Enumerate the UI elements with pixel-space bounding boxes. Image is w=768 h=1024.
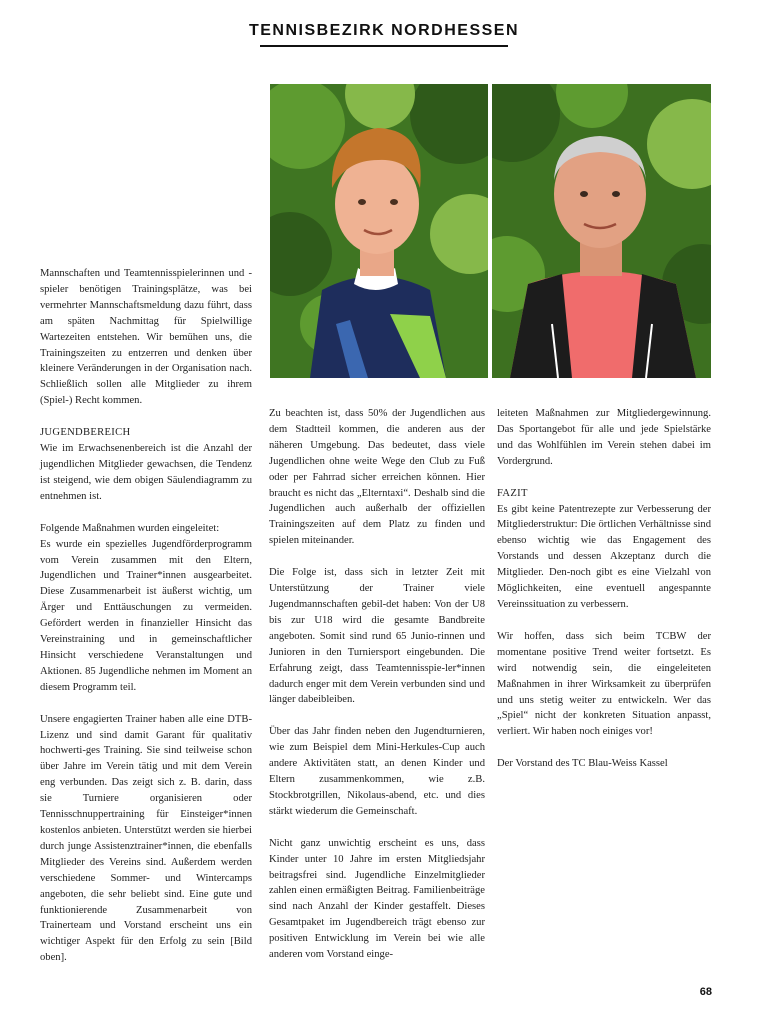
- paragraph-measures: [40, 521, 252, 696]
- heading-jugendbereich: JUGENDBEREICH: [40, 427, 131, 439]
- heading-fazit: FAZIT: [497, 487, 528, 499]
- young-man-photo: [270, 84, 488, 378]
- text-column-middle: [269, 406, 485, 979]
- paragraph-fees: Nicht ganz unwichtig erscheint es uns, dass Kinder unter 10 Jahre im ersten Mitgliedsjahr beitragsfrei sind. Jugendliche Einzelmitglieder zahlen einen ermäßigten Beitrag. Familienbeiträge sind nach Anzahl der Kinder gestaffelt. Dieses Gesamtpaket im Jugendbereich trägt ebenso zur positiven Entwicklung im Verein bei wie alle anderen vom Vorstand einge-: [269, 837, 485, 961]
- paragraph-conclusion: Es gibt keine Patentrezepte zur Verbesserung der Mitgliederstruktur: Die örtlichen Verhältnisse sind ebenso wichtig wie das Engagement des Vorstands und dessen Akzeptanz durch die Mitglieder. Den-noch gibt es eine Vielzahl von Möglichkeiten, eine eventuell angespannte Vereinssituation zu verbessern.: [497, 503, 711, 610]
- header-title: TENNISBEZIRK NORDHESSEN: [248, 22, 520, 39]
- text-column-left: [40, 266, 252, 982]
- paragraph-training-slots: Mannschaften und Teamtennisspielerinnen und -spieler benötigen Trainingsplätze, was bei vermehrter Mannschaftsmeldung dazu führt, dass am späten Nachmittag für Spielwillige Wartezeiten entstehen. Wir bemühen uns, die Trainingszeiten zu entzerren und denken über kleinere Veränderungen in der Organisation nach. Schließlich sollen alle Mitglieder zu ihrem (Spiel-) Recht kommen.: [40, 268, 252, 407]
- paragraph-outlook: Wir hoffen, dass sich beim TCBW der momentane positive Trend weiter fortsetzt. Es wird notwendig sein, die eingeleiteten Maßnahmen in ihrer Wirksamkeit zu überprüfen und uns stetig weiter zu entwickeln. Wer das „Spiel“ nicht der konkreten Situation anpasst, verliert. Wir haben noch einiges vor!: [497, 630, 711, 738]
- paragraph-continuation: leiteten Maßnahmen zur Mitgliedergewinnung. Das Sportangebot für alle und jede Spielstärke und das Wohlfühlen im Verein stehen dabei im Vordergrund.: [497, 408, 711, 467]
- signature: Der Vorstand des TC Blau-Weiss Kassel: [497, 758, 668, 770]
- paragraph-youth-growth: Wie im Erwachsenenbereich ist die Anzahl der jugendlichen Mitglieder gewachsen, die Tendenz ist steigend, wie dem obigen Säulendiagramm zu entnehmen ist.: [40, 443, 252, 502]
- measures-lead: Folgende Maßnahmen wurden eingeleitet:: [40, 522, 220, 534]
- older-man-photo: [492, 84, 711, 378]
- header-underline: [260, 45, 508, 47]
- paragraph-youth-teams: Die Folge ist, dass sich in letzter Zeit mit Unterstützung der Trainer viele Jugendmannschaften gebil-det haben: Von der U8 bis zur U18 wird die gesamte Bandbreite angeboten. Somit sind rund 65 Junio-rinnen und Junioren in den Turniersport eingebunden. Die Erfahrung zeigt, dass Teamtennisspie-ler*innen dadurch enger mit dem Verein verbunden sind und länger dabeibleiben.: [269, 567, 485, 706]
- text-column-right: [497, 406, 711, 788]
- paragraph-trainers: Unsere engagierten Trainer haben alle eine DTB-Lizenz und sind damit Garant für qualitativ hochwerti-ges Training. Sie sind teilweise schon über Jahre im Verein tätig und mit dem Verein eng verbunden. Das zeigt sich z. B. darin, dass sie Turniere organisieren oder Tennisschnuppertraining für Einsteiger*innen kostenlos anbieten. Unterstützt werden sie hierbei durch junge Assistenztrainer*innen, die ebenfalls Mitglieder des Vereins sind. Außerdem werden verschiedene Sommer- und Wintercamps angeboten, die sehr beliebt sind. Eine gute und funktionierende Zusammenarbeit von Trainerteam und Vorstand erscheint uns ein wichtiger Aspekt für den Erfolg zu sein [Bild oben].: [40, 713, 252, 964]
- paragraph-activities: Über das Jahr finden neben den Jugendturnieren, wie zum Beispiel dem Mini-Herkules-Cup auch andere Aktivitäten statt, an denen Kinder und Eltern zusammenkommen, wie z.B. Stockbrotgrillen, Nikolaus-abend, etc. und dies stärkt wiederum die Gemeinschaft.: [269, 726, 485, 817]
- paragraph-local-youth: Zu beachten ist, dass 50% der Jugendlichen aus dem Stadtteil kommen, die anderen aus der näheren Umgebung. Das bedeutet, dass viele Jugendlichen ohne weite Wege den Club zu Fuß oder per Fahrrad sicher erreichen können. Hier braucht es nicht das „Elterntaxi“. Deshalb sind die Jugendlichen auch außerhalb der offiziellen Trainingszeiten auf dem Platz zu finden und spielen miteinander.: [269, 408, 485, 547]
- measures-body: Es wurde ein spezielles Jugendförderprogramm vom Verein zusammen mit den Eltern, Jugendlichen und Trainer*innen ausgearbeitet. Diese Zusammenarbeit ist äußerst wichtig, um Ärger und Enttäuschungen zu vermeiden. Gefördert werden in finanzieller Hinsicht das Vereinstraining und in gemeinschaftlicher Hinsicht verschiedene Veranstaltungen und Aktionen. 85 Jugendliche nehmen im Moment an diesem Programm teil.: [40, 538, 252, 693]
- page-number: 68: [699, 986, 712, 998]
- page-header: [0, 22, 768, 40]
